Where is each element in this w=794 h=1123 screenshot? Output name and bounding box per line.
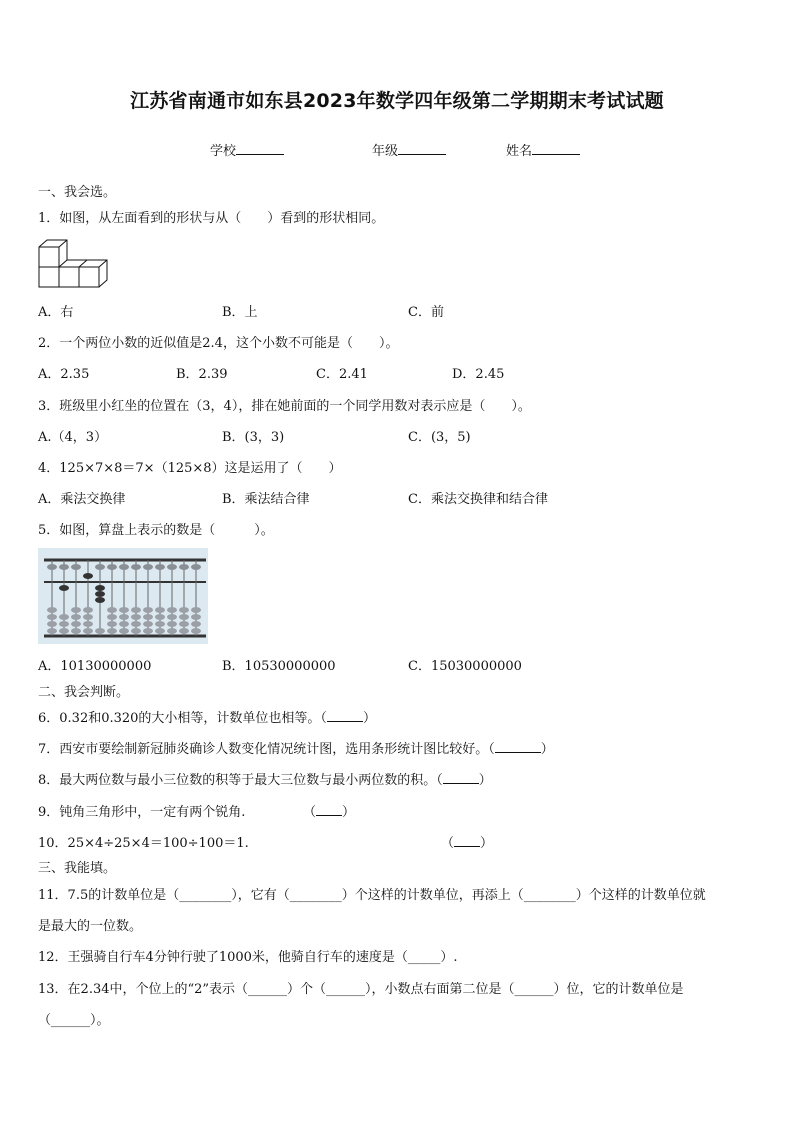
exam-title: 江苏省南通市如东县2023年数学四年级第二学期期末考试试题 [130,90,664,112]
question-7 [38,738,554,757]
q9-answer [303,801,355,820]
q1-option-b[interactable]: B．上 [222,305,258,320]
q9-paren-open: （ [303,805,317,820]
question-11-line2: 是最大的一位数。 [38,919,143,934]
q6-answer-blank[interactable] [327,709,363,722]
q4-option-a[interactable]: A．乘法交换律 [38,492,126,507]
cube-row-top [67,260,107,287]
q9-answer-blank[interactable] [316,803,342,816]
q5-option-c[interactable]: C．15030000000 [408,659,522,674]
q3-option-b[interactable]: B．(3，3) [222,430,285,445]
q7-paren-close: ） [540,742,554,757]
q10-answer-blank[interactable] [454,834,480,847]
q1-option-a[interactable]: A．右 [38,305,74,320]
grade-label: 年级 [372,144,399,159]
question-11-line1: 11．7.5的计数单位是（________），它有（________）个这样的计数单位，再添上（________）个这样的计数单位就 [38,888,706,903]
q10-paren-close: ） [480,836,494,851]
question-4: 4．125×7×8＝7×（125×8）这是运用了（ ） [38,461,342,476]
school-label: 学校 [210,144,237,159]
abacus-drawing [38,548,208,644]
school-field [210,140,284,159]
question-8 [38,769,492,788]
question-1: 1．如图，从左面看到的形状与从（ ）看到的形状相同。 [38,211,385,226]
question-10 [38,832,249,851]
q1-option-c[interactable]: C．前 [408,305,444,320]
q9-paren-close: ） [342,805,356,820]
abacus-image [38,548,208,644]
q2-option-d[interactable]: D．2.45 [452,367,505,382]
q10-answer [441,832,493,851]
q5-option-a[interactable]: A．10130000000 [38,659,152,674]
name-field [506,140,580,159]
q6-text: 6．0.32和0.320的大小相等，计数单位也相等。（ [38,711,327,726]
section-3-heading: 三、我能填。 [38,861,117,876]
q2-option-c[interactable]: C．2.41 [316,367,368,382]
question-13-line2: （______）。 [38,1013,110,1028]
q3-option-c[interactable]: C．(3，5) [408,430,471,445]
q8-text: 8．最大两位数与最小三位数的积等于最大三位数与最小两位数的积。（ [38,773,443,788]
q2-option-a[interactable]: A．2.35 [38,367,90,382]
q10-paren-open: （ [441,836,455,851]
q8-paren-close: ） [478,773,492,788]
question-6 [38,707,376,726]
cube-1 [39,267,59,287]
question-2: 2．一个两位小数的近似值是2.4，这个小数不可能是（ ）。 [38,336,399,351]
question-13-line1: 13．在2.34中，个位上的“2”表示（______）个（______），小数点右面第二位是（______）位，它的计数单位是 [38,982,684,997]
q10-text: 10．25×4÷25×4＝100÷100＝1. [38,836,249,851]
name-label: 姓名 [506,144,533,159]
q6-paren-close: ） [362,711,376,726]
q7-text: 7．西安市要绘制新冠肺炎确诊人数变化情况统计图，选用条形统计图比较好。（ [38,742,495,757]
q9-text: 9．钝角三角形中，一定有两个锐角. [38,805,246,820]
q4-option-c[interactable]: C．乘法交换律和结合律 [408,492,548,507]
question-3: 3．班级里小红坐的位置在（3，4），排在她前面的一个同学用数对表示应是（ ）。 [38,399,531,414]
q7-answer-blank[interactable] [495,740,541,753]
q5-option-b[interactable]: B．10530000000 [222,659,336,674]
cube-3 [79,267,99,287]
cube-top-front [39,247,59,267]
q8-answer-blank[interactable] [443,771,479,784]
question-12: 12．王强骑自行车4分钟行驶了1000米，他骑自行车的速度是（_____）. [38,950,458,965]
section-2-heading: 二、我会判断。 [38,685,130,700]
grade-field [372,140,446,159]
q3-option-a[interactable]: A.（4，3） [38,430,108,445]
q2-option-b[interactable]: B．2.39 [176,367,228,382]
grade-blank[interactable] [398,142,446,155]
cube-2 [59,267,79,287]
school-blank[interactable] [236,142,284,155]
q4-option-b[interactable]: B．乘法结合律 [222,492,310,507]
cube-figure [38,238,114,288]
name-blank[interactable] [532,142,580,155]
question-5: 5．如图，算盘上表示的数是（ ）。 [38,523,274,538]
section-1-heading: 一、我会选。 [38,185,117,200]
question-9 [38,801,245,820]
